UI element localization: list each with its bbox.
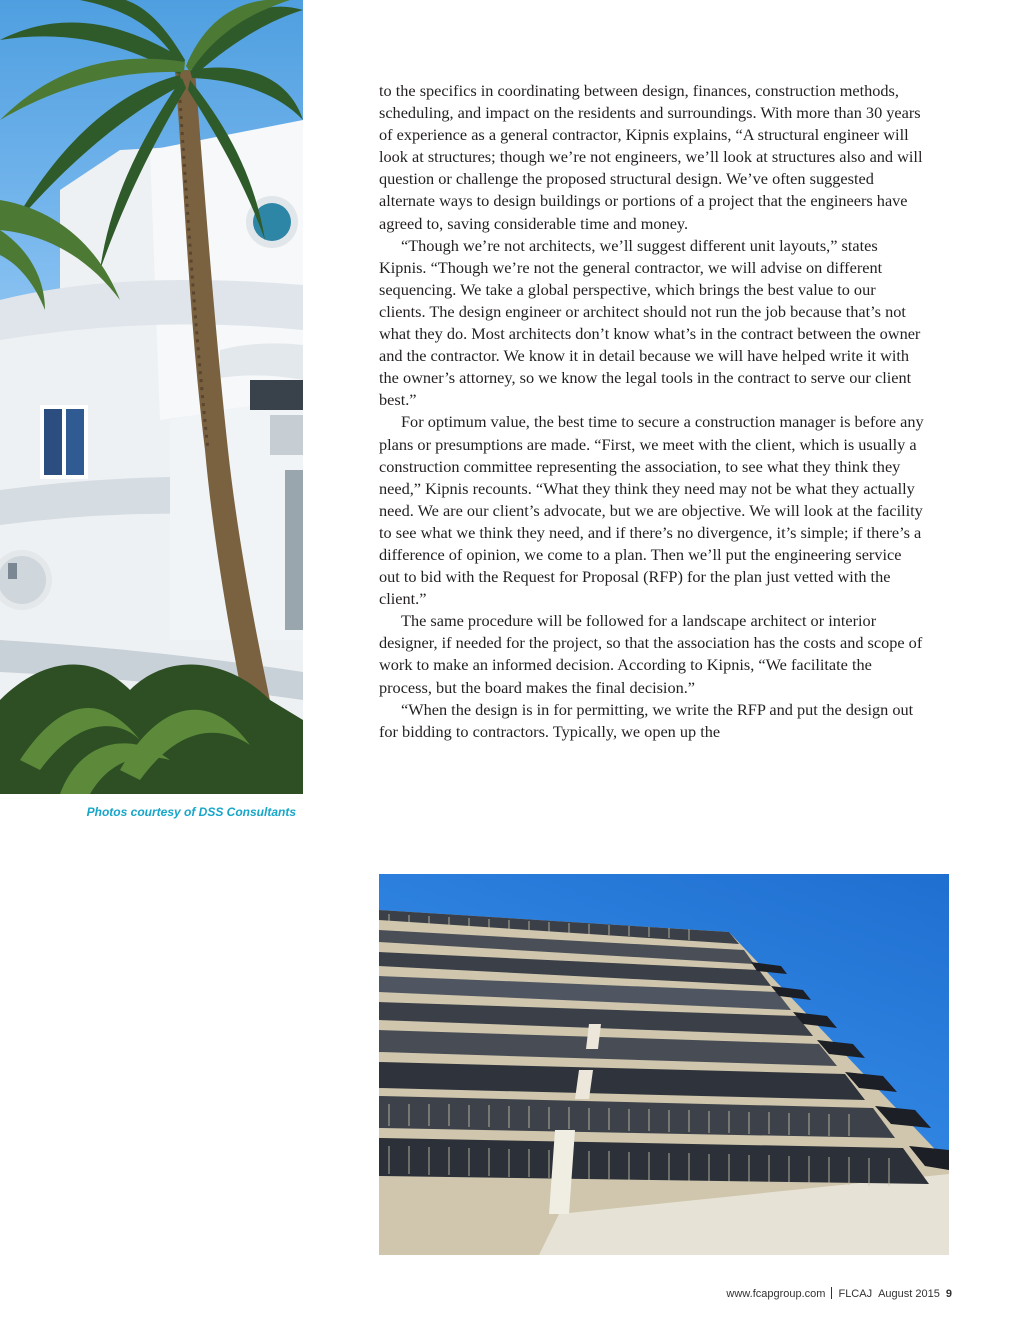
article-paragraph: The same procedure will be followed for a landscape architect or interior designer, if needed for the project, so that the association has the costs and scope of work to make an informed decision. According to Kipnis, “We facilitate the process, but the board makes the final decision.”	[379, 611, 923, 697]
palm-building-photo	[0, 0, 303, 794]
photo-caption: Photos courtesy of DSS Consultants	[86, 805, 296, 819]
article-paragraph: “When the design is in for permitting, we write the RFP and put the design out for bidding to contractors. Typically, we open up the	[379, 699, 914, 741]
tower-illustration	[379, 874, 949, 1255]
article-paragraph: “Though we’re not architects, we’ll suggest different unit layouts,” states Kipnis. “Though we’re not the general contractor, we will advise on different sequencing. We take a global perspective, which brings the best value to our clients. The design engineer or architect should not run the job because that’s not what they do. Most architects don’t know what’s in the contract between the owner and the contractor. We know it in detail because we will have helped write it with the owner’s attorney, so we know the legal tools in the contract to serve our client best.”	[379, 235, 921, 410]
article-paragraph: For optimum value, the best time to secure a construction manager is before any plans or presumptions are made. “First, we meet with the client, which is usually a construction committee representing the association, to see what they think they need,” Kipnis recounts. “What they think they need may not be what they actually need. We are our client’s advocate, but we are objective. We will look at the facility to see what we think they need, and if there’s no divergence, it’s simple; if there’s a difference of opinion, we come to a plan. Then we’ll put the engineering service out to bid with the Request for Proposal (RFP) for the plan just vetted with the client.”	[379, 412, 924, 609]
footer-publication: FLCAJ	[838, 1288, 873, 1300]
palm-building-illustration	[0, 0, 303, 794]
footer-website[interactable]: www.fcapgroup.com	[726, 1288, 826, 1300]
footer-divider	[831, 1287, 832, 1299]
article-paragraph: to the specifics in coordinating between design, finances, construction methods, scheduling, and impact on the residents and surroundings. With more than 30 years of experience as a general contractor, Kipnis explains, “A structural engineer will look at structures; though we’re not engineers, we’ll look at structures also and will question or challenge the proposed structural design. We’ve often suggested alternate ways to design buildings or portions of a project that the engineers have agreed to, saving considerable time and money.	[379, 81, 923, 233]
footer-issue: August 2015	[878, 1288, 940, 1300]
tower-balconies-photo	[379, 874, 949, 1255]
page-number: 9	[945, 1288, 952, 1300]
article-body	[379, 80, 924, 743]
page-footer	[726, 1287, 952, 1300]
